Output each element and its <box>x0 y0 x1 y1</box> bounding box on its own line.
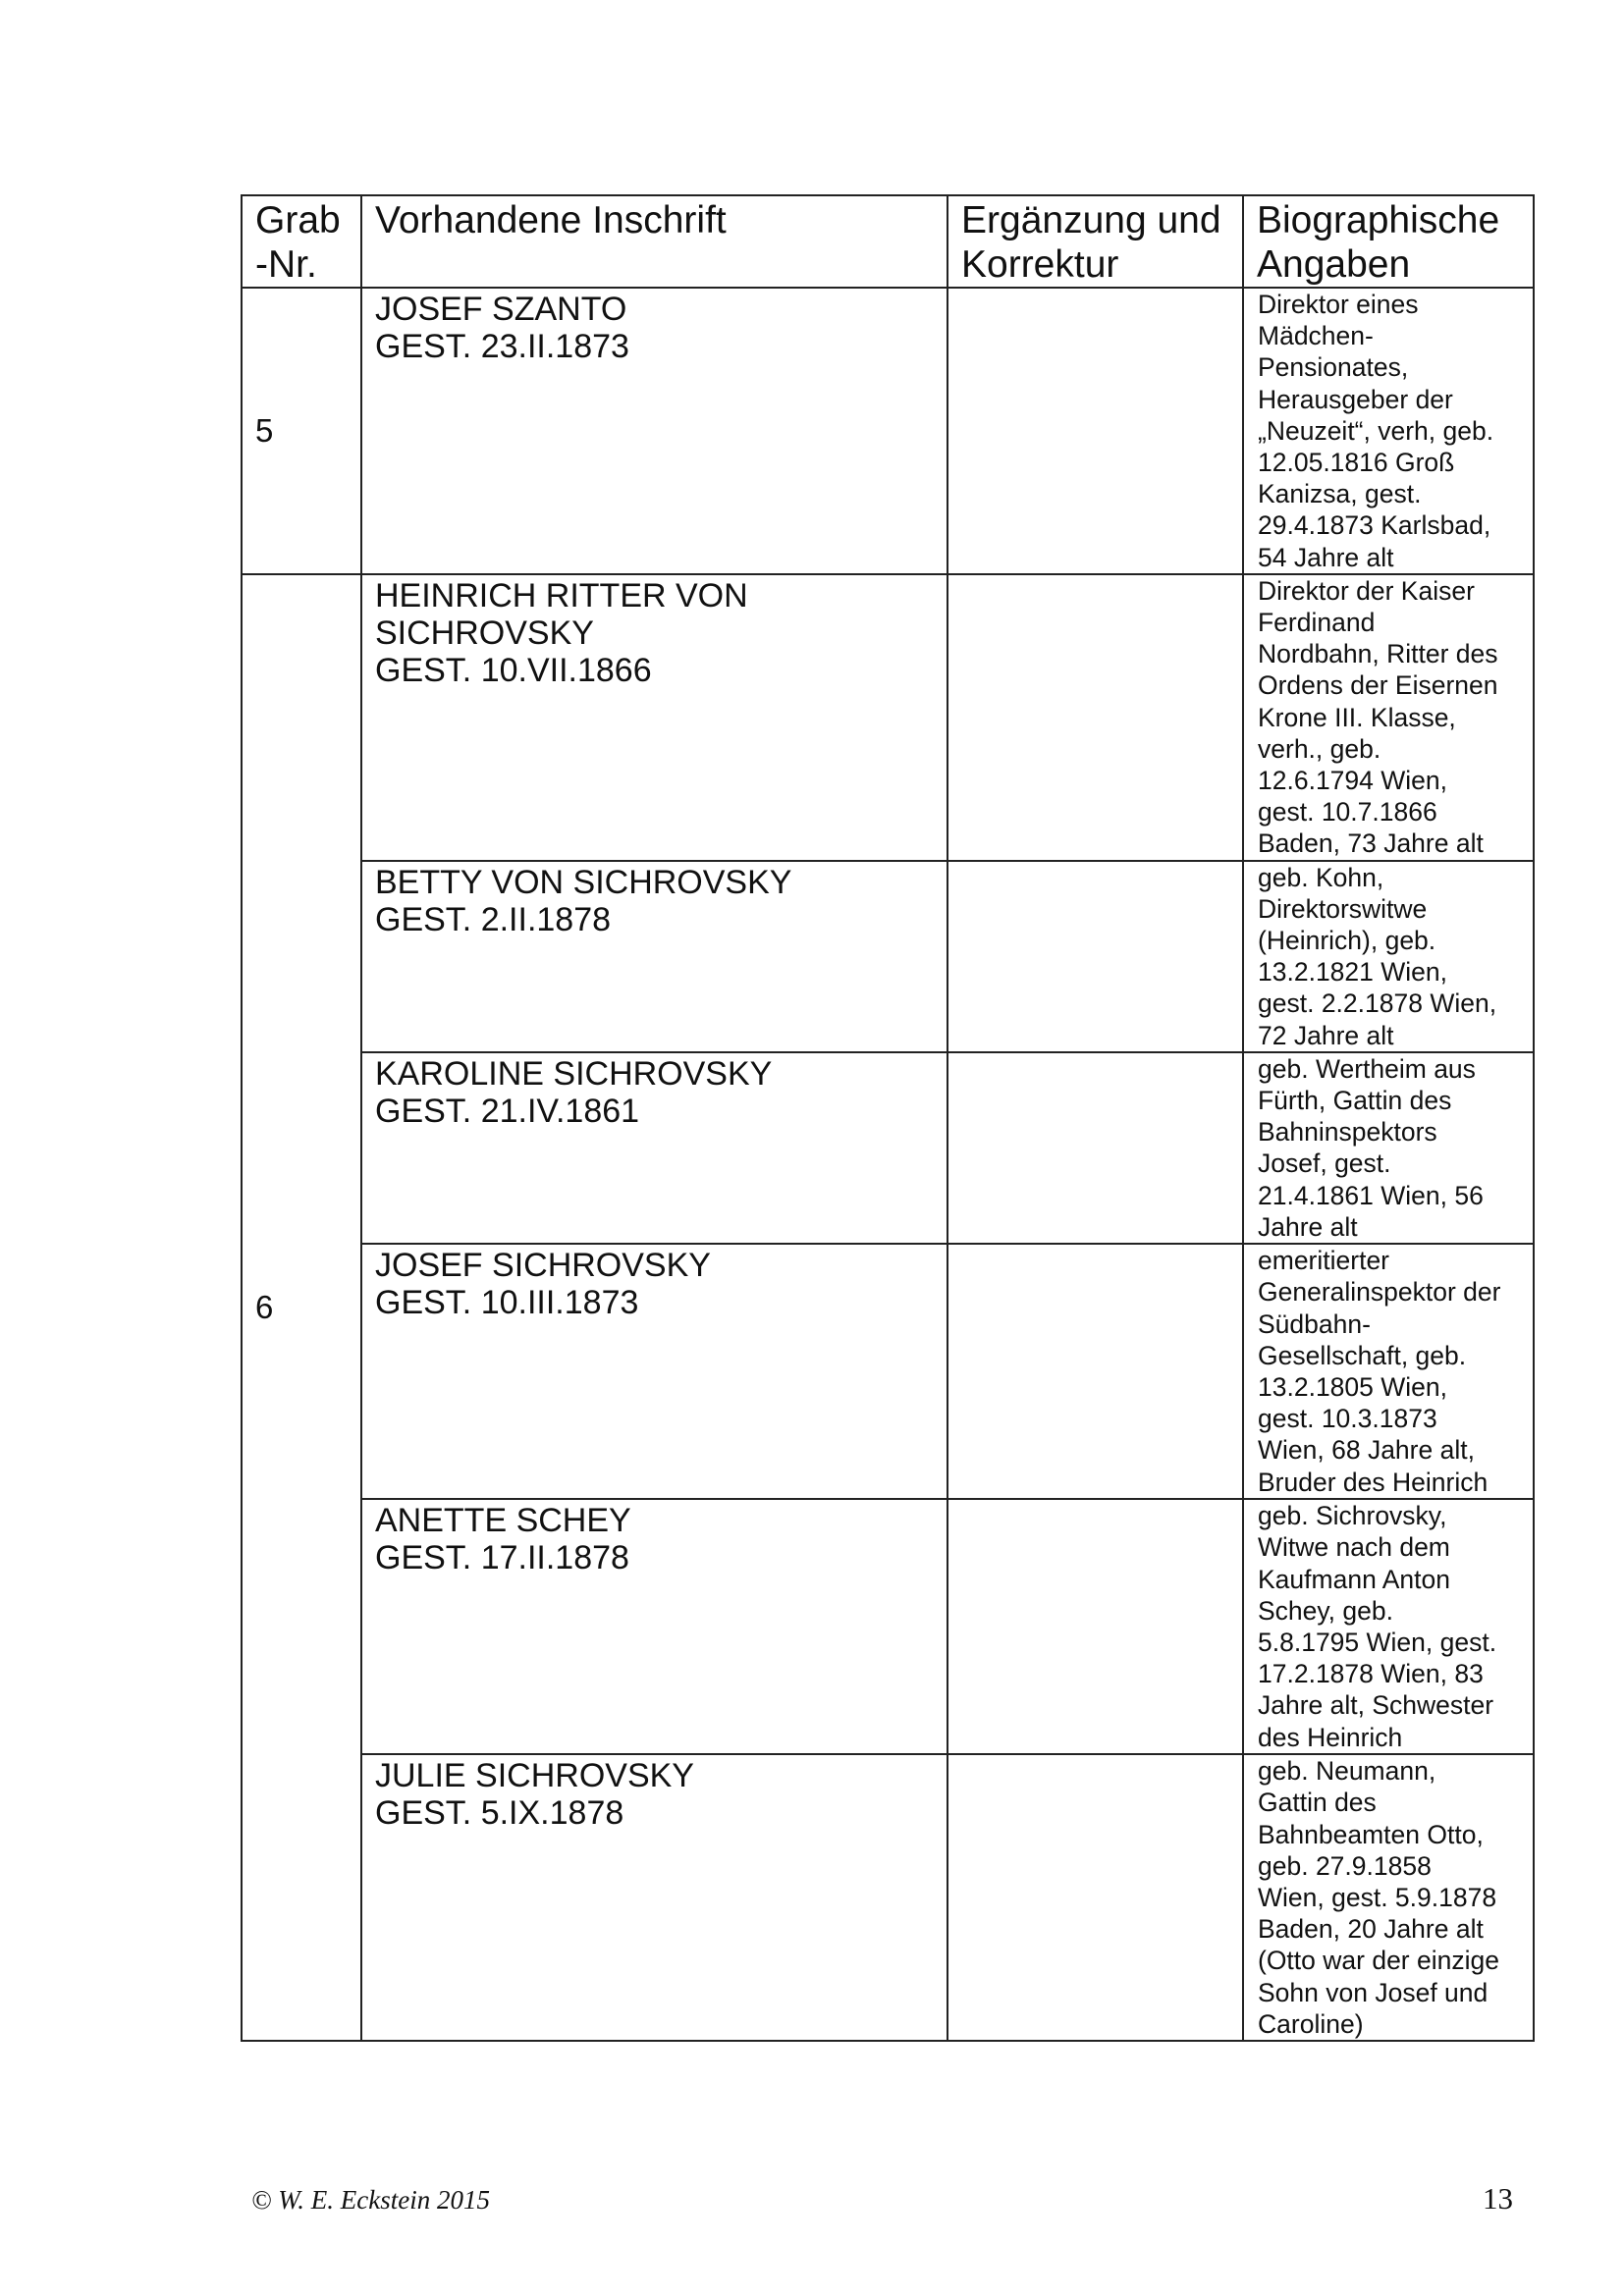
biography-cell: Direktor der Kaiser Ferdinand Nordbahn, Ritter des Ordens der Eisernen Krone III. Klasse, verh., geb. 12.6.1794 Wien, gest. 10.7.1866 Baden, 73 Jahre alt <box>1243 574 1534 861</box>
table-row <box>242 1754 1534 2041</box>
header-grab-nr: Grab -Nr. <box>242 195 361 288</box>
table-row <box>242 1052 1534 1244</box>
biography-cell: geb. Kohn, Direktorswitwe (Heinrich), geb. 13.2.1821 Wien, gest. 2.2.1878 Wien, 72 Jahre alt <box>1243 861 1534 1052</box>
header-inschrift: Vorhandene Inschrift <box>361 195 947 288</box>
inscription-cell: JOSEF SICHROVSKY GEST. 10.III.1873 <box>361 1244 947 1499</box>
biography-cell: Direktor eines Mädchen- Pensionates, Herausgeber der „Neuzeit“, verh, geb. 12.05.1816 Groß Kanizsa, gest. 29.4.1873 Karlsbad, 54 Jahre alt <box>1243 288 1534 574</box>
page-number: 13 <box>1483 2181 1513 2216</box>
grave-number: 6 <box>242 574 361 2041</box>
header-ergaenzung: Ergänzung und Korrektur <box>947 195 1243 288</box>
inscription-cell: JULIE SICHROVSKY GEST. 5.IX.1878 <box>361 1754 947 2041</box>
biography-cell: geb. Wertheim aus Fürth, Gattin des Bahninspektors Josef, gest. 21.4.1861 Wien, 56 Jahre alt <box>1243 1052 1534 1244</box>
correction-cell <box>947 288 1243 574</box>
table-row <box>242 574 1534 861</box>
table-header-row <box>242 195 1534 288</box>
grave-number: 5 <box>242 288 361 574</box>
grave-table <box>241 194 1535 2042</box>
correction-cell <box>947 1052 1243 1244</box>
inscription-cell: BETTY VON SICHROVSKY GEST. 2.II.1878 <box>361 861 947 1052</box>
biography-cell: emeritierter Generalinspektor der Südbahn- Gesellschaft, geb. 13.2.1805 Wien, gest. 10.3.1873 Wien, 68 Jahre alt, Bruder des Heinrich <box>1243 1244 1534 1499</box>
inscription-cell: KAROLINE SICHROVSKY GEST. 21.IV.1861 <box>361 1052 947 1244</box>
correction-cell <box>947 1499 1243 1754</box>
table-row <box>242 861 1534 1052</box>
biography-cell: geb. Neumann, Gattin des Bahnbeamten Otto, geb. 27.9.1858 Wien, gest. 5.9.1878 Baden, 20 Jahre alt (Otto war der einzige Sohn von Josef und Caroline) <box>1243 1754 1534 2041</box>
correction-cell <box>947 1244 1243 1499</box>
correction-cell <box>947 861 1243 1052</box>
copyright-footer: © W. E. Eckstein 2015 <box>251 2185 490 2215</box>
table-row <box>242 288 1534 574</box>
inscription-cell: ANETTE SCHEY GEST. 17.II.1878 <box>361 1499 947 1754</box>
inscription-cell: HEINRICH RITTER VON SICHROVSKY GEST. 10.VII.1866 <box>361 574 947 861</box>
correction-cell <box>947 574 1243 861</box>
biography-cell: geb. Sichrovsky, Witwe nach dem Kaufmann Anton Schey, geb. 5.8.1795 Wien, gest. 17.2.1878 Wien, 83 Jahre alt, Schwester des Heinrich <box>1243 1499 1534 1754</box>
inscription-cell: JOSEF SZANTO GEST. 23.II.1873 <box>361 288 947 574</box>
correction-cell <box>947 1754 1243 2041</box>
table-row <box>242 1244 1534 1499</box>
header-biographie: Biographische Angaben <box>1243 195 1534 288</box>
table-row <box>242 1499 1534 1754</box>
